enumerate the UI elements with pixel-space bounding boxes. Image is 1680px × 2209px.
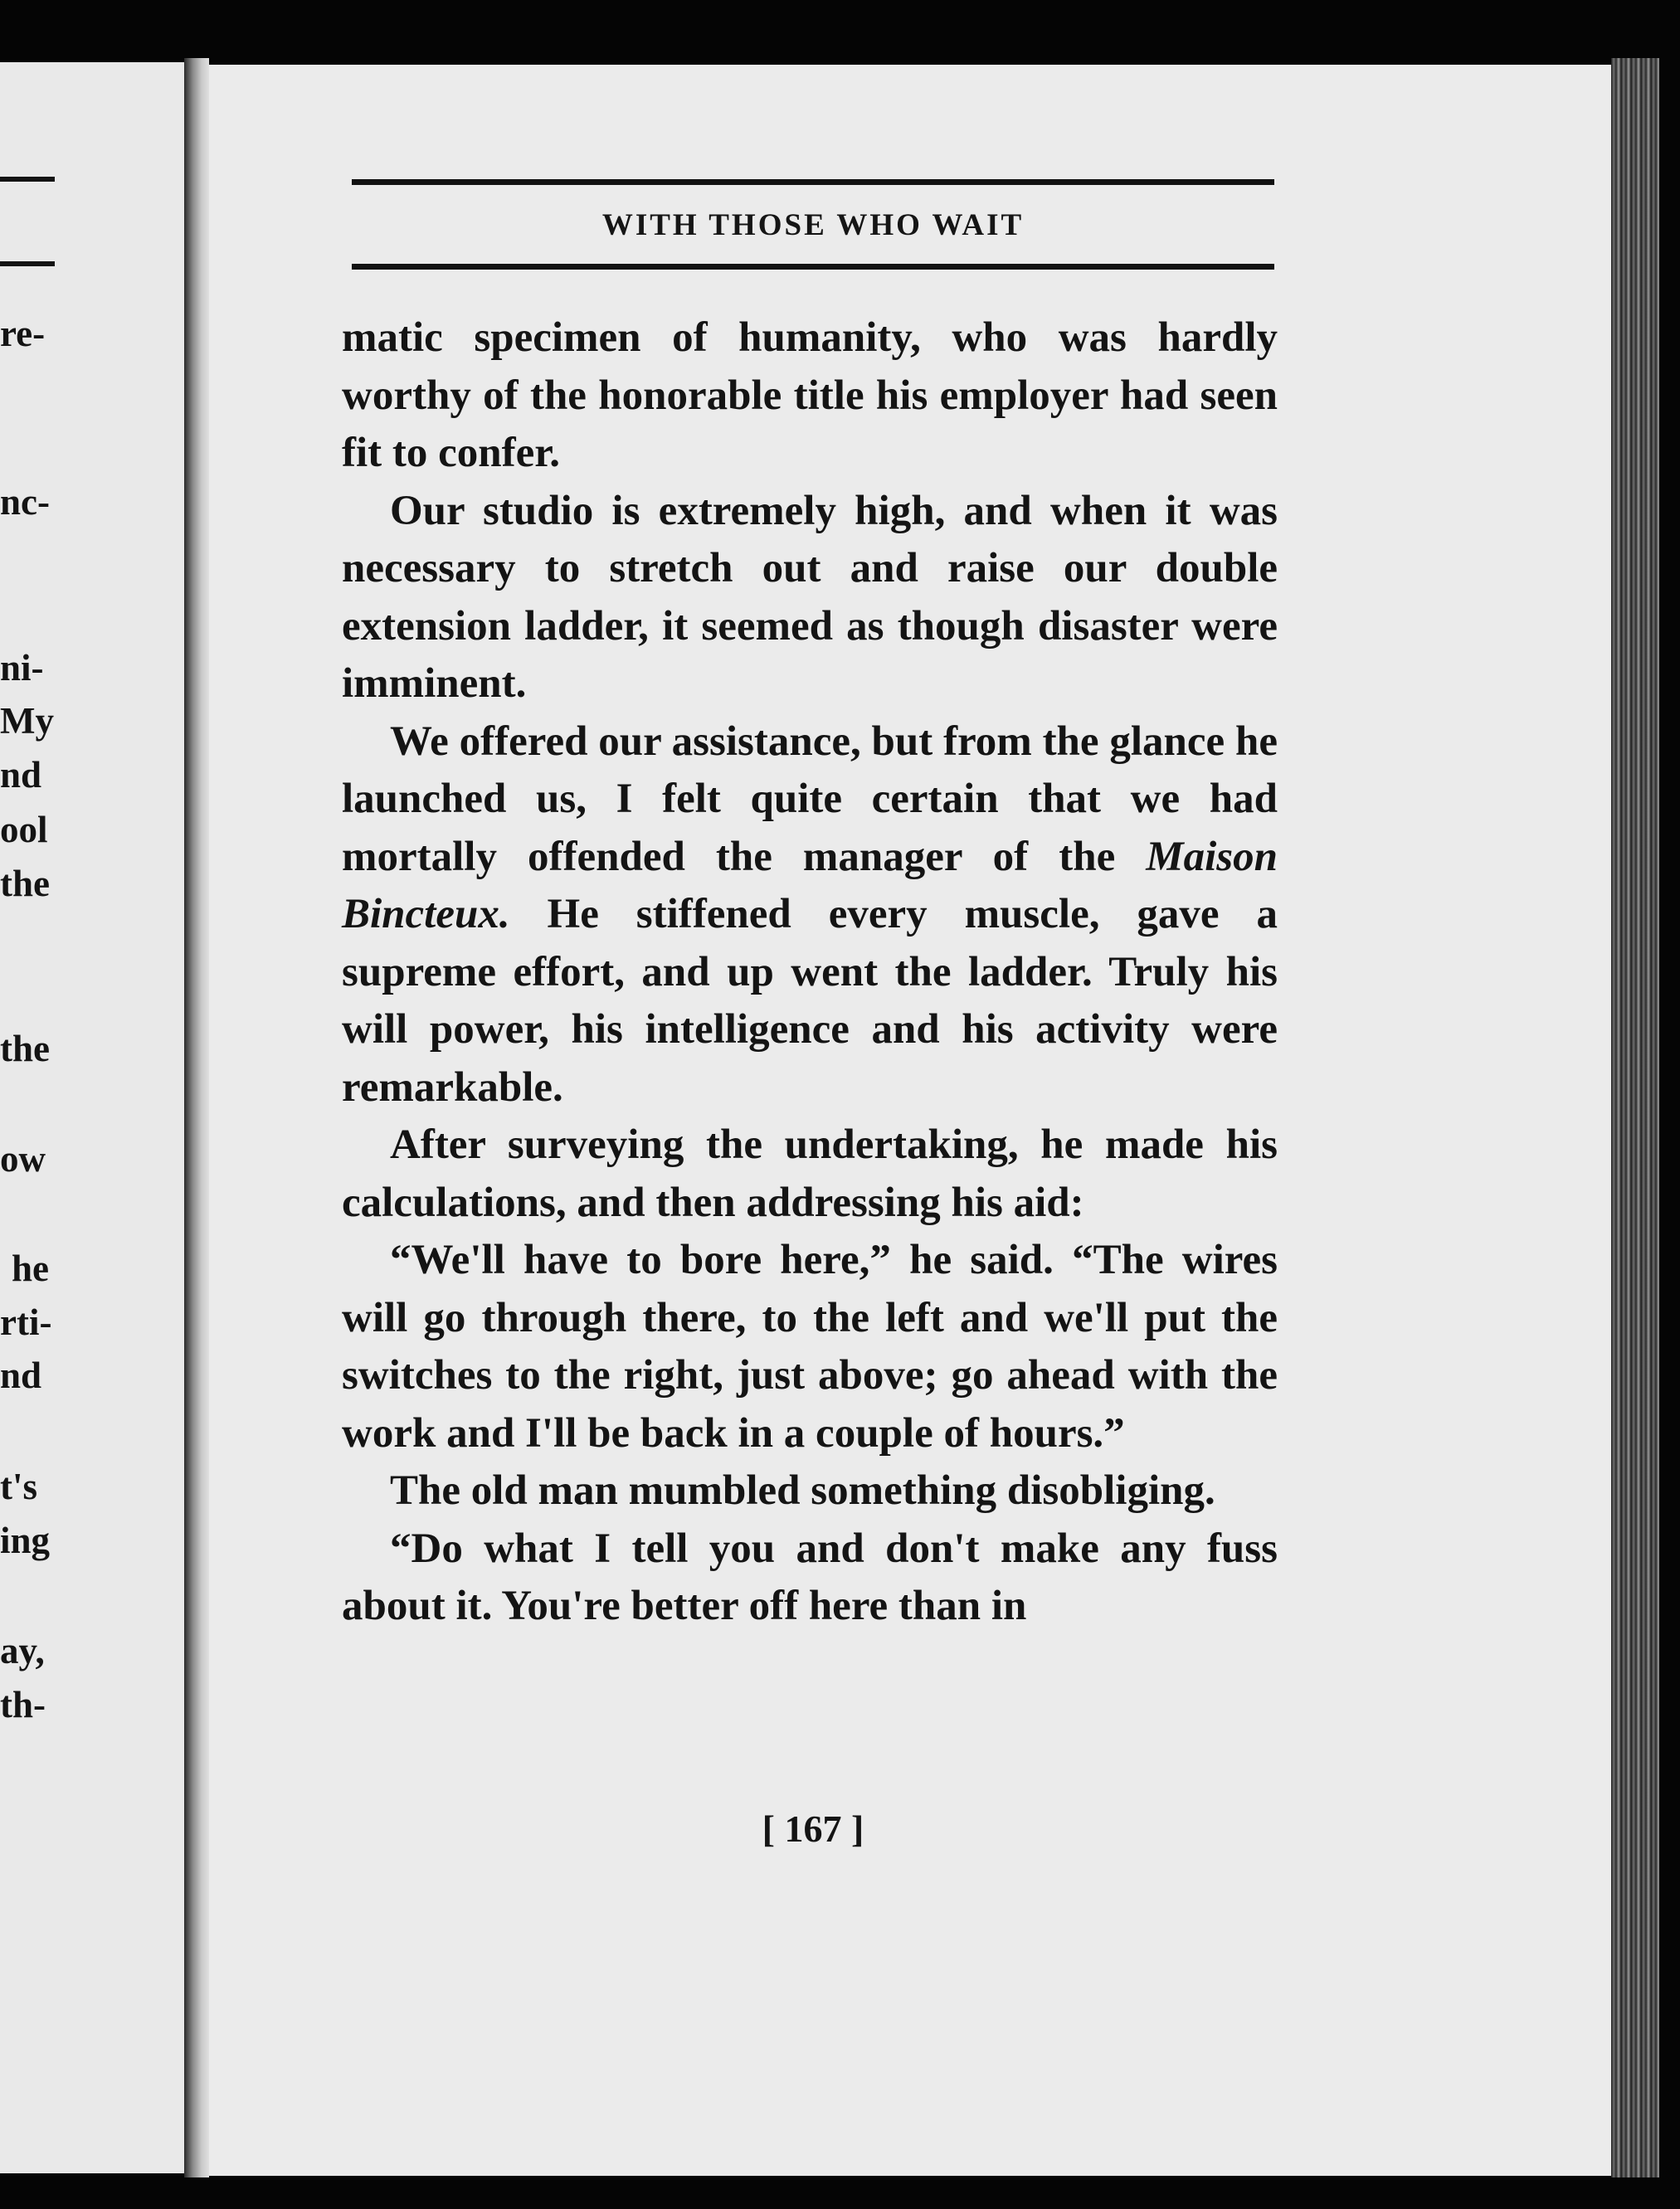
running-head-rule-bottom bbox=[352, 264, 1274, 270]
previous-page-line: t's bbox=[0, 1466, 37, 1507]
paragraph: Our studio is extremely high, and when it was necessary to stretch out and raise our double extension ladder, it seemed as though disaster were imminent. bbox=[342, 487, 1278, 707]
previous-page-line: nd bbox=[0, 754, 42, 796]
previous-page-line: ay, bbox=[0, 1630, 45, 1671]
page-number: [ 167 ] bbox=[762, 1808, 864, 1850]
paragraph: “We'll have to bore here,” he said. “The wires will go through there, to the left and we'll put the switches to the right, just above; go ahead with the work and I'll be back in a couple of hours.” bbox=[342, 1237, 1278, 1457]
previous-page-rule-top bbox=[0, 177, 55, 182]
body-text bbox=[342, 309, 1278, 1636]
previous-page-line: ing bbox=[0, 1520, 51, 1561]
book-page bbox=[209, 65, 1611, 2176]
paragraph-text: He stiffened every muscle, gave a supreme effort, and up went the ladder. Truly his will power, his intelligence and his activity were remarkable. bbox=[342, 891, 1278, 1111]
page-edge bbox=[1611, 58, 1659, 2177]
previous-page-line: rti- bbox=[0, 1302, 52, 1343]
running-head: WITH THOSE WHO WAIT bbox=[601, 208, 1025, 242]
previous-page-rule-bottom bbox=[0, 261, 55, 266]
book-gutter bbox=[184, 58, 209, 2177]
previous-page-line: th- bbox=[0, 1684, 46, 1725]
previous-page-line: ow bbox=[0, 1138, 46, 1180]
previous-page-line: the bbox=[0, 863, 50, 904]
paragraph: After surveying the undertaking, he made his calculations, and then addressing his aid: bbox=[342, 1122, 1278, 1226]
previous-page-line: My bbox=[0, 700, 54, 742]
previous-page-line: nc- bbox=[0, 481, 50, 523]
paragraph: “Do what I tell you and don't make any fuss about it. You're better off here than in bbox=[342, 1525, 1278, 1629]
previous-page-line: the bbox=[0, 1028, 50, 1069]
previous-page-fragment bbox=[0, 62, 184, 2173]
italic-name: Maison Bincteux. bbox=[342, 833, 1278, 937]
running-head-rule-top bbox=[352, 179, 1274, 185]
paragraph: The old man mumbled something disobliging. bbox=[390, 1467, 1215, 1514]
paragraph-text: We offered our assistance, but from the glance he launched us, I felt quite certain that we had mortally offended the manager of the bbox=[342, 718, 1278, 880]
paragraph bbox=[342, 713, 1278, 1117]
previous-page-line: ni- bbox=[0, 647, 44, 688]
paragraph: matic specimen of humanity, who was hardly worthy of the honorable title his employer had seen fit to confer. bbox=[342, 314, 1278, 476]
previous-page-line: he bbox=[12, 1248, 49, 1289]
previous-page-line: re- bbox=[0, 313, 46, 354]
previous-page-line: ool bbox=[0, 809, 48, 850]
previous-page-line: nd bbox=[0, 1355, 42, 1396]
